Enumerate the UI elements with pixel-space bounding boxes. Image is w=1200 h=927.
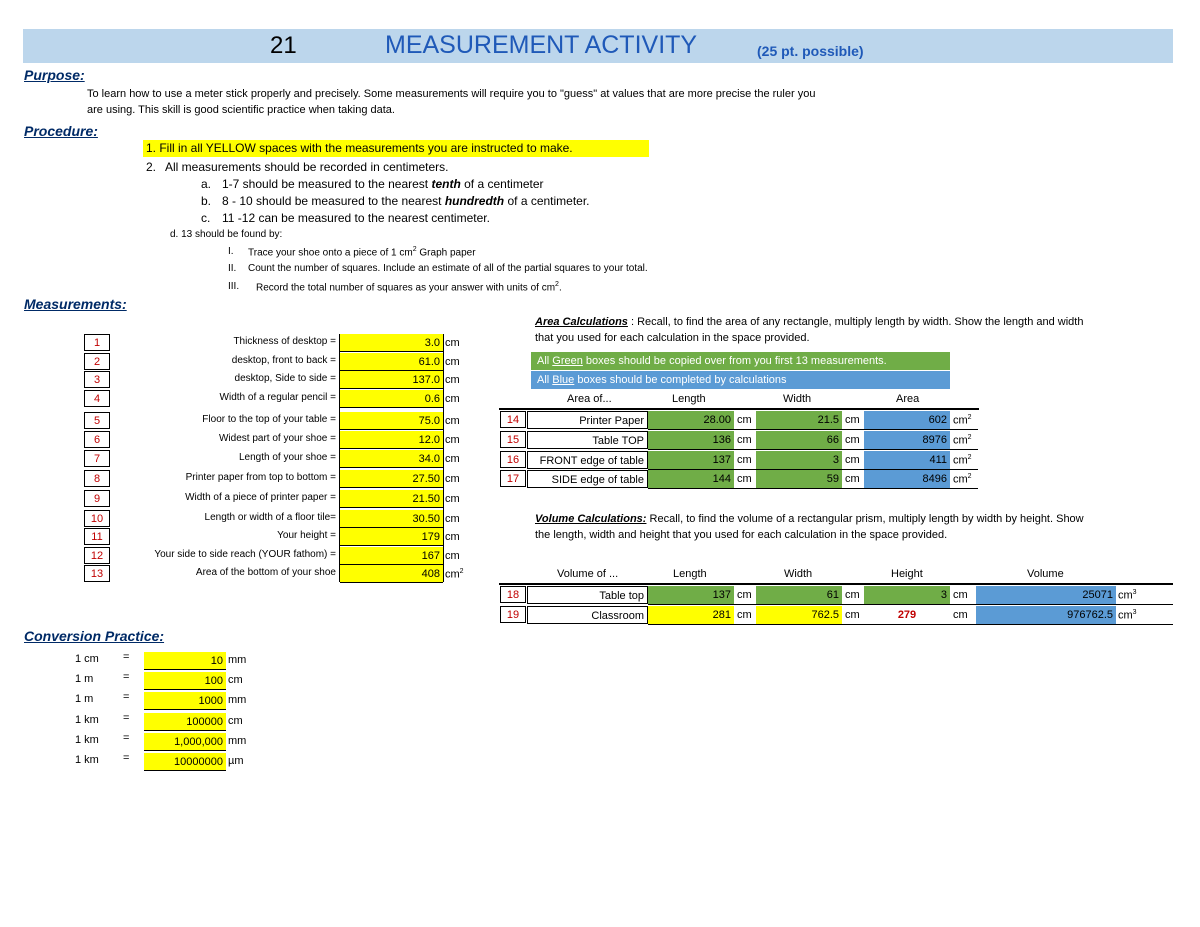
measurement-unit	[445, 473, 460, 485]
measurement-value-field[interactable]: 3.0	[340, 334, 443, 352]
unit-text: cm	[445, 453, 460, 465]
area-col-item: Area of...	[567, 393, 612, 405]
measurement-number: 2	[84, 353, 110, 370]
volume-col-width: Width	[784, 568, 813, 580]
conversion-equals: =	[123, 712, 130, 724]
conversion-from: 1 cm	[75, 653, 99, 665]
unit-text: cm	[953, 454, 968, 467]
procedure-c: 11 -12 can be measured to the nearest centimeter.	[222, 211, 490, 225]
conversion-equals: =	[123, 651, 130, 663]
area-width-unit: cm	[845, 414, 860, 426]
measurement-label: Floor to the top of your table =	[202, 414, 336, 425]
volume-length-field[interactable]: 281	[648, 606, 734, 624]
unit-superscript: 2	[967, 414, 972, 421]
conversion-from: 1 km	[75, 734, 99, 746]
measurement-unit	[445, 531, 460, 543]
measurement-number: 5	[84, 412, 110, 429]
measurement-label: desktop, front to back =	[231, 355, 336, 366]
measurement-number: 3	[84, 371, 110, 388]
conversion-unit: µm	[228, 755, 244, 767]
area-item-label: SIDE edge of table	[527, 470, 648, 488]
measurement-value-field[interactable]: 75.0	[340, 412, 443, 430]
area-length-unit: cm	[737, 473, 752, 485]
procedure-i: Trace your shoe onto a piece of 1 $cm^2$ Graph paper	[248, 246, 476, 259]
volume-row-rule	[648, 624, 1173, 625]
conversion-unit: mm	[228, 694, 247, 706]
area-width-unit: cm	[845, 434, 860, 446]
area-width-unit: cm	[845, 454, 860, 466]
area-result-field[interactable]: 411	[864, 451, 950, 469]
area-length-field[interactable]: 136	[648, 431, 734, 449]
conversion-heading: Conversion Practice:	[24, 628, 165, 644]
area-length-unit: cm	[737, 454, 752, 466]
volume-col-volume: Volume	[1027, 568, 1064, 580]
unit-text: cm	[445, 356, 460, 368]
measurement-number: 10	[84, 510, 110, 527]
measurement-unit	[445, 493, 460, 505]
area-width-field[interactable]: 66	[756, 431, 842, 449]
area-intro-line-2: that you used for each calculation in the space provided.	[535, 332, 810, 344]
unit-text: cm	[445, 493, 460, 505]
measurement-number: 9	[84, 490, 110, 507]
area-row-number: 17	[500, 470, 526, 487]
procedure-c-number: c.	[201, 211, 211, 225]
area-result-unit	[953, 434, 972, 447]
volume-row-number: 18	[500, 586, 526, 603]
unit-text: cm	[1118, 589, 1133, 602]
conversion-unit: cm	[228, 715, 243, 727]
unit-text: cm	[445, 513, 460, 525]
procedure-iii: Record the total number of squares as your answer with units of $cm^2$.	[256, 281, 562, 294]
unit-superscript: 2	[967, 454, 972, 461]
measurement-label: Length of your shoe =	[238, 452, 336, 463]
measurement-number: 6	[84, 431, 110, 448]
unit-text: cm	[445, 337, 460, 349]
area-row-rule	[648, 488, 978, 489]
blue-box-note: All Blue boxes should be completed by calculations	[531, 371, 950, 389]
purpose-line-2: are using. This skill is good scientific practice when taking data.	[87, 104, 395, 116]
volume-height-field[interactable]: 3	[864, 586, 950, 604]
conversion-value-field[interactable]: 10000000	[144, 753, 226, 771]
volume-height-unit: cm	[953, 589, 968, 601]
measurement-number: 7	[84, 450, 110, 467]
volume-length-field[interactable]: 137	[648, 586, 734, 604]
volume-item-label: Table top	[527, 586, 648, 604]
unit-superscript: 2	[967, 473, 972, 480]
area-row-number: 15	[500, 431, 526, 448]
volume-width-unit: cm	[845, 609, 860, 621]
volume-row-number: 19	[500, 606, 526, 623]
volume-item-label: Classroom	[527, 606, 648, 624]
area-col-length: Length	[672, 393, 706, 405]
measurement-label: Length or width of a floor tile=	[204, 512, 336, 523]
measurement-unit	[445, 356, 460, 368]
measurement-number: 12	[84, 547, 110, 564]
unit-text: cm	[445, 393, 460, 405]
points-possible: (25 pt. possible)	[757, 43, 864, 59]
measurement-label: Widest part of your shoe =	[218, 433, 336, 444]
volume-length-unit: cm	[737, 609, 752, 621]
conversion-value-field[interactable]: 10	[144, 652, 226, 670]
unit-superscript: 3	[1132, 589, 1137, 596]
unit-text: cm	[445, 374, 460, 386]
conversion-value-field[interactable]: 1000	[144, 692, 226, 710]
area-row-number: 16	[500, 451, 526, 468]
measurement-unit	[445, 415, 460, 427]
measurement-value-field[interactable]: 30.50	[340, 510, 443, 528]
measurement-label: Your side to side reach (YOUR fathom) =	[154, 549, 336, 560]
measurement-unit	[445, 453, 460, 465]
conversion-equals: =	[123, 671, 130, 683]
area-width-field[interactable]: 3	[756, 451, 842, 469]
area-result-unit	[953, 473, 972, 486]
volume-table-top-rule	[499, 583, 1173, 585]
measurement-number: 13	[84, 565, 110, 582]
unit-superscript: 2	[459, 568, 464, 575]
measurement-unit	[445, 434, 460, 446]
conversion-from: 1 m	[75, 673, 94, 685]
measurement-label: Your height =	[277, 530, 336, 541]
conversion-unit: mm	[228, 654, 247, 666]
area-width-field[interactable]: 21.5	[756, 411, 842, 429]
conversion-value-field[interactable]: 100000	[144, 713, 226, 731]
unit-superscript: 3	[1132, 609, 1137, 616]
volume-result-field[interactable]: 976762.5	[976, 606, 1116, 624]
procedure-heading: Procedure:	[24, 123, 98, 139]
green-box-note: All Green boxes should be copied over from you first 13 measurements.	[531, 352, 950, 370]
volume-col-item: Volume of ...	[557, 568, 619, 580]
measurement-value-field[interactable]: 137.0	[340, 371, 443, 389]
procedure-a: 1-7 should be measured to the nearest tenth of a centimeter	[222, 177, 544, 191]
measurements-heading: Measurements:	[24, 296, 127, 312]
measurement-label: Area of the bottom of your shoe	[195, 567, 336, 578]
unit-text: cm	[445, 415, 460, 427]
area-row-number: 14	[500, 411, 526, 428]
volume-result-field[interactable]: 25071	[976, 586, 1116, 604]
area-width-field[interactable]: 59	[756, 470, 842, 488]
area-table-top-rule	[499, 408, 979, 410]
measurements-right-rule	[443, 334, 444, 582]
purpose-heading: Purpose:	[24, 67, 85, 83]
measurement-value-field[interactable]: 61.0	[340, 353, 443, 371]
conversion-from: 1 km	[75, 714, 99, 726]
area-result-unit	[953, 414, 972, 427]
unit-text: cm	[953, 473, 968, 486]
unit-text: cm	[445, 531, 460, 543]
measurement-unit	[445, 337, 460, 349]
area-item-label: Printer Paper	[527, 411, 648, 429]
measurement-unit	[445, 374, 460, 386]
unit-text: cm	[953, 434, 968, 447]
measurement-label: Width of a piece of printer paper =	[185, 492, 336, 503]
area-length-field[interactable]: 28.00	[648, 411, 734, 429]
unit-text: cm	[1118, 609, 1133, 622]
volume-col-length: Length	[673, 568, 707, 580]
measurement-unit	[445, 550, 460, 562]
area-length-field[interactable]: 137	[648, 451, 734, 469]
volume-height-field[interactable]: 279	[897, 609, 917, 621]
area-width-unit: cm	[845, 473, 860, 485]
unit-text: cm	[445, 550, 460, 562]
area-row-rule	[648, 429, 978, 430]
volume-intro-line-2: the length, width and height that you used for each calculation in the space provided.	[535, 529, 948, 541]
measurement-value-field[interactable]: 179	[340, 528, 443, 546]
volume-row-rule	[648, 604, 1173, 605]
volume-intro-line-1: Volume Calculations: Recall, to find the volume of a rectangular prism, multiply length by width by height. Show	[535, 513, 1084, 525]
procedure-ii-number: II.	[228, 263, 237, 274]
area-row-rule	[648, 449, 978, 450]
measurement-label: Printer paper from top to bottom =	[185, 472, 336, 483]
conversion-equals: =	[123, 732, 130, 744]
procedure-step-2-number: 2.	[146, 160, 157, 174]
measurement-number: 11	[84, 528, 110, 545]
unit-text: cm	[445, 434, 460, 446]
unit-text: cm	[445, 568, 460, 581]
measurement-value-field[interactable]: 408	[340, 565, 443, 583]
procedure-iii-number: III.	[228, 281, 240, 292]
area-result-field[interactable]: 602	[864, 411, 950, 429]
conversion-value-field[interactable]: 100	[144, 672, 226, 690]
procedure-b: 8 - 10 should be measured to the nearest hundredth of a centimeter.	[222, 194, 590, 208]
area-col-width: Width	[783, 393, 812, 405]
measurement-value-field[interactable]: 34.0	[340, 450, 443, 468]
area-item-label: FRONT edge of table	[527, 451, 648, 469]
procedure-step-2: All measurements should be recorded in centimeters.	[165, 160, 449, 174]
measurement-unit	[445, 513, 460, 525]
volume-length-unit: cm	[737, 589, 752, 601]
page-title: MEASUREMENT ACTIVITY	[385, 31, 698, 59]
volume-height-unit: cm	[953, 609, 968, 621]
purpose-line-1: To learn how to use a meter stick properly and precisely. Some measurements will require you to "guess" at values that are more precise the ruler you	[87, 88, 816, 100]
measurement-unit	[445, 393, 460, 405]
measurement-number: 4	[84, 390, 110, 407]
conversion-unit: cm	[228, 674, 243, 686]
volume-col-height: Height	[891, 568, 923, 580]
area-length-unit: cm	[737, 434, 752, 446]
conversion-equals: =	[123, 752, 130, 764]
measurement-label: desktop, Side to side =	[234, 373, 336, 384]
area-length-field[interactable]: 144	[648, 470, 734, 488]
procedure-d: d. 13 should be found by:	[170, 229, 283, 240]
measurement-label: Width of a regular pencil =	[219, 392, 336, 403]
conversion-from: 1 km	[75, 754, 99, 766]
measurement-label: Thickness of desktop =	[233, 336, 336, 347]
measurement-value-field[interactable]: 167	[340, 547, 443, 565]
unit-superscript: 2	[967, 434, 972, 441]
measurement-value-field[interactable]: 21.50	[340, 490, 443, 508]
measurement-value-field[interactable]: 27.50	[340, 470, 443, 488]
volume-result-unit	[1118, 609, 1137, 622]
unit-text: cm	[953, 414, 968, 427]
unit-text: cm	[445, 473, 460, 485]
procedure-ii: Count the number of squares. Include an estimate of all of the partial squares to your total.	[248, 263, 648, 274]
procedure-a-number: a.	[201, 177, 212, 191]
conversion-value-field[interactable]: 1,000,000	[144, 733, 226, 751]
area-intro-line-1: Area Calculations : Recall, to find the area of any rectangle, multiply length by width. Show the length and width	[535, 316, 1084, 328]
volume-width-field[interactable]: 61	[756, 586, 842, 604]
activity-number: 21	[270, 32, 297, 59]
conversion-equals: =	[123, 691, 130, 703]
measurement-value-field[interactable]: 0.6	[340, 390, 443, 408]
volume-result-unit	[1118, 589, 1137, 602]
conversion-from: 1 m	[75, 693, 94, 705]
procedure-step-1: 1. Fill in all YELLOW spaces with the measurements you are instructed to make.	[143, 140, 649, 157]
procedure-b-number: b.	[201, 194, 212, 208]
procedure-i-number: I.	[228, 246, 234, 257]
measurements-left-rule	[339, 334, 340, 582]
measurement-number: 1	[84, 334, 110, 351]
area-col-area: Area	[896, 393, 920, 405]
area-result-field[interactable]: 8496	[864, 470, 950, 488]
area-length-unit: cm	[737, 414, 752, 426]
measurement-value-field[interactable]: 12.0	[340, 431, 443, 449]
measurement-unit	[445, 568, 464, 581]
volume-width-unit: cm	[845, 589, 860, 601]
area-item-label: Table TOP	[527, 431, 648, 449]
conversion-unit: mm	[228, 735, 247, 747]
area-result-unit	[953, 454, 972, 467]
volume-width-field[interactable]: 762.5	[756, 606, 842, 624]
measurement-number: 8	[84, 470, 110, 487]
area-result-field[interactable]: 8976	[864, 431, 950, 449]
